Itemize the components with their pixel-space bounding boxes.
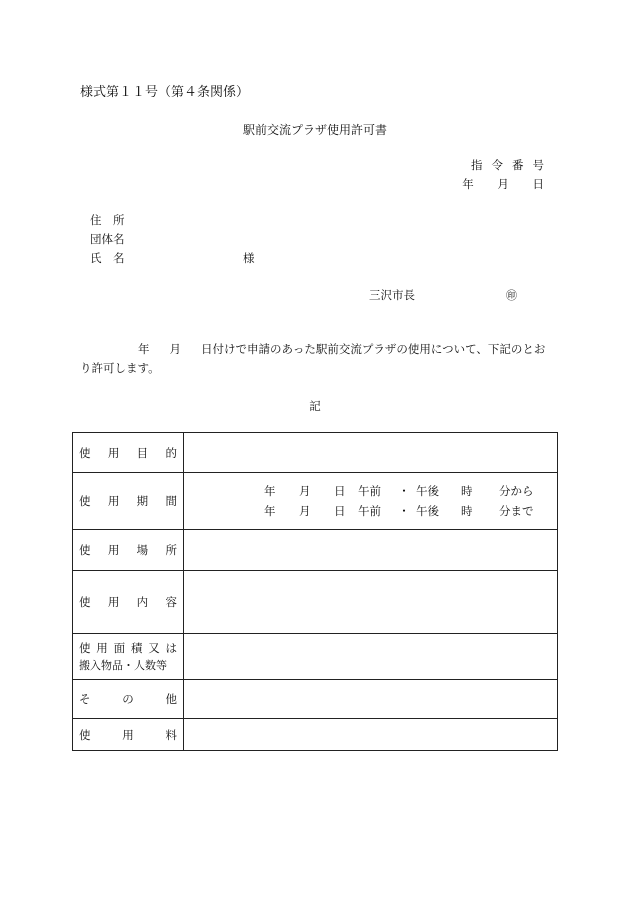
- char: 容: [165, 595, 177, 609]
- char: 月: [299, 504, 311, 518]
- body-text: 日付けで申請のあった駅前交流プラザの使用について、下記のとおり許可します。: [80, 342, 546, 375]
- seal-mark: ㊞: [506, 289, 517, 302]
- date-month: 月: [497, 177, 509, 191]
- content-value: [184, 571, 558, 634]
- char: 期: [136, 494, 149, 508]
- char: ・: [398, 504, 410, 518]
- area-label: [73, 634, 184, 680]
- char: 他: [165, 692, 177, 706]
- address-label: 住 所: [90, 213, 125, 227]
- char: 時: [461, 484, 473, 498]
- char: 又: [148, 640, 160, 655]
- char: 用: [96, 640, 108, 655]
- char: 月: [299, 484, 311, 498]
- area-label-line2: 搬入物品・人数等: [79, 658, 167, 672]
- char: 面: [113, 640, 126, 655]
- char: 分から: [499, 484, 534, 498]
- body-month: 月: [169, 342, 181, 356]
- char: 間: [165, 494, 177, 508]
- area-value: [184, 634, 558, 680]
- char: 所: [165, 543, 177, 557]
- issuer-name: 三沢市長: [369, 288, 415, 302]
- ki-heading: 記: [309, 399, 321, 413]
- char: 用: [122, 727, 134, 742]
- purpose-value: [184, 433, 558, 473]
- char: 積: [130, 640, 143, 655]
- period-from-line: [184, 481, 557, 501]
- char: ・: [398, 484, 410, 498]
- document-title: 駅前交流プラザ使用許可書: [242, 123, 387, 137]
- table-row-other: [73, 680, 558, 719]
- char: 日: [334, 504, 346, 518]
- group-name-label: 団体名: [90, 232, 125, 246]
- permit-table: [72, 432, 558, 751]
- char: 目: [136, 445, 149, 460]
- char: 使: [79, 543, 91, 557]
- table-row-fee: [73, 719, 558, 751]
- reference-date: [462, 176, 544, 192]
- purpose-label: [73, 433, 184, 473]
- char: 料: [165, 727, 177, 742]
- table-row-purpose: [73, 433, 558, 473]
- char: 日: [334, 484, 346, 498]
- fee-label: [73, 719, 184, 751]
- other-label: [73, 680, 184, 719]
- char: 時: [461, 504, 473, 518]
- table-row-area: [73, 634, 558, 680]
- char: 場: [136, 543, 149, 557]
- char: 用: [107, 543, 120, 557]
- name-label: 氏 名: [90, 251, 125, 265]
- char: 年: [264, 504, 276, 518]
- date-day: 日: [532, 177, 544, 191]
- char: そ: [79, 692, 91, 706]
- table-row-period: [73, 473, 558, 530]
- char: 使: [79, 595, 91, 609]
- date-year: 年: [462, 177, 474, 191]
- form-number: 様式第１１号（第４条関係）: [80, 85, 250, 100]
- char: 年: [264, 484, 276, 498]
- char: 使: [79, 494, 91, 508]
- table-row-place: [73, 530, 558, 571]
- period-to-line: [184, 501, 557, 521]
- body-year: 年: [138, 342, 150, 356]
- place-value: [184, 530, 558, 571]
- char: 的: [165, 445, 177, 460]
- content-label: [73, 571, 184, 634]
- reference-number-label: 指令番号: [471, 158, 553, 172]
- place-label: [73, 530, 184, 571]
- char: 午後: [416, 504, 439, 518]
- char: は: [165, 640, 177, 655]
- char: 用: [107, 445, 120, 460]
- fee-value: [184, 719, 558, 751]
- other-value: [184, 680, 558, 719]
- char: 午前: [358, 484, 381, 498]
- char: 使: [79, 445, 91, 460]
- char: 午前: [358, 504, 381, 518]
- char: 用: [107, 494, 120, 508]
- char: 使: [79, 640, 91, 655]
- table-row-content: [73, 571, 558, 634]
- char: 内: [136, 595, 149, 609]
- char: の: [122, 692, 134, 706]
- period-label: [73, 473, 184, 530]
- period-value: [184, 473, 558, 530]
- char: 用: [107, 595, 120, 609]
- char: 使: [79, 727, 91, 742]
- char: 午後: [416, 484, 439, 498]
- char: 分まで: [499, 504, 534, 518]
- permission-statement: [80, 340, 550, 378]
- honorific: 様: [243, 251, 255, 265]
